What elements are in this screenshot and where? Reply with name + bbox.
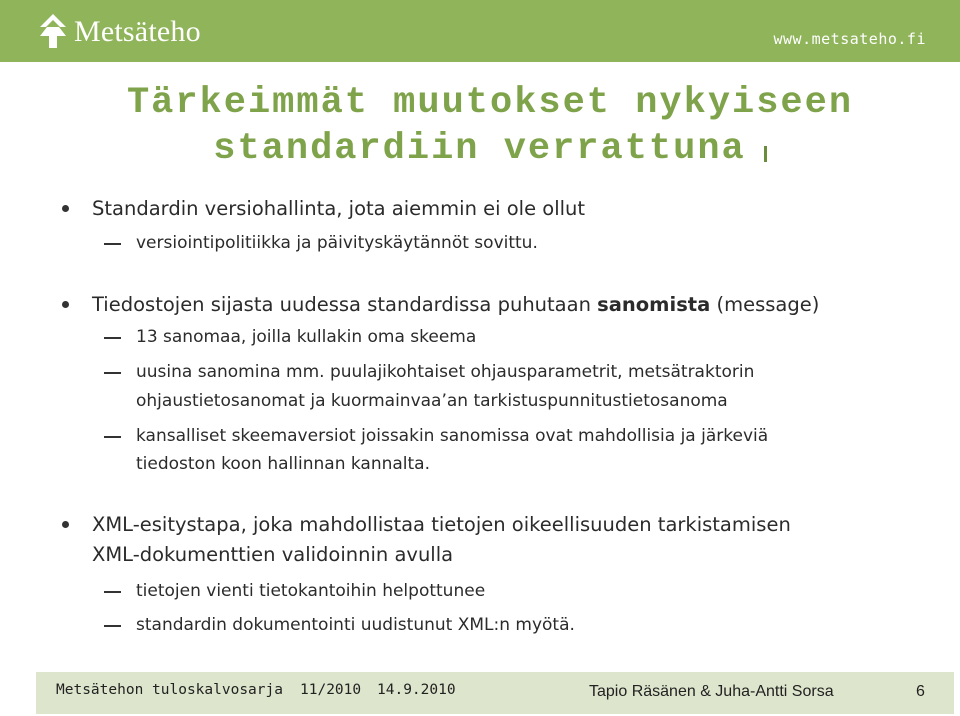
bullet-2-sub-1: 13 sanomaa, joilla kullakin oma skeema bbox=[136, 327, 477, 347]
sub-dash bbox=[104, 372, 121, 374]
site-url[interactable]: www.metsateho.fi bbox=[773, 30, 926, 48]
brand-name: Metsäteho bbox=[74, 15, 201, 48]
title-line-2-text: standardiin verrattuna bbox=[213, 128, 746, 170]
bullet-1-sub-1: versiointipolitiikka ja päivityskäytännöt sovittu. bbox=[136, 233, 538, 253]
footer-date: 14.9.2010 bbox=[377, 682, 456, 698]
bullet-3-text-line-1: XML-esitystapa, joka mahdollistaa tietojen oikeellisuuden tarkistamisen bbox=[92, 513, 791, 536]
bullet-1-text: Standardin versiohallinta, jota aiemmin ei ole ollut bbox=[92, 197, 586, 220]
footer-authors: Tapio Räsänen & Juha-Antti Sorsa bbox=[589, 683, 834, 700]
bullet-3-sub-2: standardin dokumentointi uudistunut XML:n myötä. bbox=[136, 615, 575, 635]
bullet-2-text-pre: Tiedostojen sijasta uudessa standardissa puhutaan bbox=[92, 293, 598, 316]
title-line-1: Tärkeimmät muutokset nykyiseen bbox=[126, 82, 854, 124]
sub-dash bbox=[104, 337, 121, 339]
bullet-3-sub-1: tietojen vienti tietokantoihin helpottunee bbox=[136, 581, 486, 601]
footer-page-number: 6 bbox=[916, 683, 925, 700]
bullet-2-text-post: (message) bbox=[710, 293, 820, 316]
bullet-2-text-bold: sanomista bbox=[597, 293, 711, 316]
footer-org: Metsätehon tuloskalvosarja bbox=[56, 682, 283, 698]
footer-series: 11/2010 bbox=[300, 682, 362, 698]
bullet-3-text-line-2: XML-dokumenttien validoinnin avulla bbox=[92, 543, 454, 566]
bullet-2-sub-2: uusina sanomina mm. puulajikohtaiset ohjausparametrit, metsätraktorin bbox=[136, 362, 755, 382]
bullet-2-sub-2-cont: ohjaustietosanomat ja kuormainvaa’an tarkistuspunnitustietosanoma bbox=[136, 391, 728, 411]
bullet-dot bbox=[62, 301, 69, 308]
bullet-dot bbox=[62, 521, 69, 528]
bullet-2-sub-3: kansalliset skeemaversiot joissakin sanomissa ovat mahdollisia ja järkeviä bbox=[136, 426, 769, 446]
bullet-2-text bbox=[92, 289, 819, 320]
footer-bar bbox=[36, 672, 954, 714]
sub-dash bbox=[104, 243, 121, 245]
sub-dash bbox=[104, 436, 121, 438]
sub-dash bbox=[104, 625, 121, 627]
bullet-dot bbox=[62, 205, 69, 212]
sub-dash bbox=[104, 591, 121, 593]
bullet-2-sub-3-cont: tiedoston koon hallinnan kannalta. bbox=[136, 454, 431, 474]
